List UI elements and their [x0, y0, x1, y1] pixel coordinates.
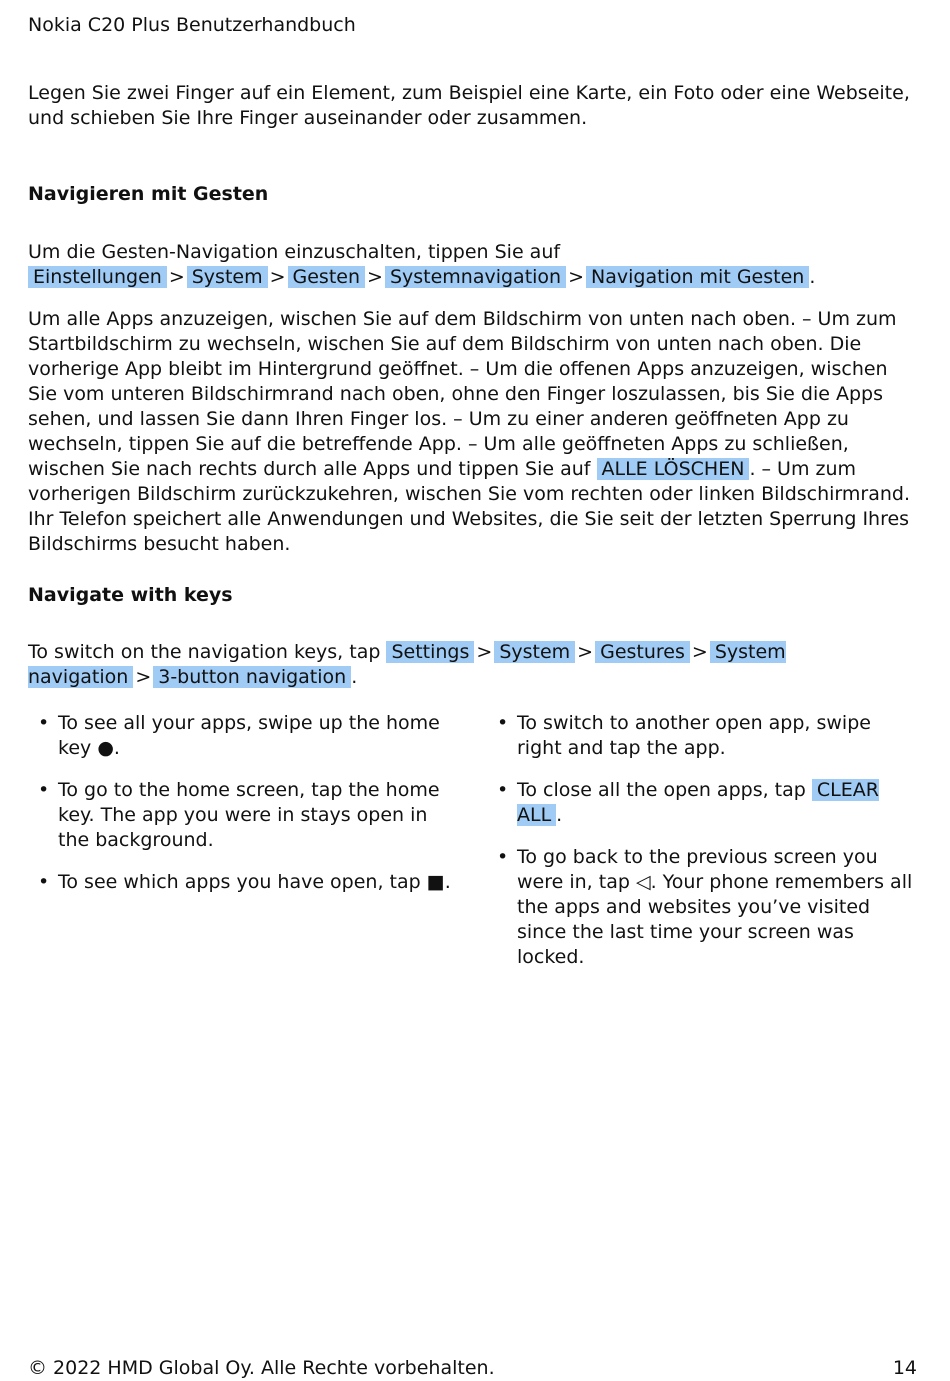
list-item-text: To see which apps you have open, tap: [58, 871, 427, 893]
back-key-icon: ◁: [635, 871, 651, 893]
path-item-einstellungen: Einstellungen: [28, 266, 167, 288]
path-item-system: System: [494, 641, 575, 663]
path-separator: >: [577, 641, 594, 663]
path-separator: >: [168, 266, 185, 288]
path-item-systemnavigation: Systemnavigation: [385, 266, 566, 288]
gestures-settings-path: [28, 240, 913, 290]
path-separator: >: [367, 266, 383, 288]
path-suffix: .: [809, 266, 816, 288]
footer-copyright: © 2022 HMD Global Oy. Alle Rechte vorbehalten.: [28, 1357, 495, 1379]
section-heading-gestures: Navigieren mit Gesten: [28, 183, 269, 205]
path-item-navigation-mit-gesten: Navigation mit Gesten: [586, 266, 809, 288]
list-item-end: .: [444, 871, 451, 893]
list-item-end: .: [556, 804, 563, 826]
page-number: 14: [892, 1357, 917, 1379]
path-prefix: Um die Gesten-Navigation einzuschalten, tippen Sie auf: [28, 241, 561, 263]
page-header-title: Nokia C20 Plus Benutzerhandbuch: [28, 14, 356, 36]
path-separator: >: [269, 266, 286, 288]
list-item-end: .: [113, 737, 120, 759]
list-item: [28, 778, 458, 853]
list-item-text: . Your phone remembers all the apps and websites you’ve visited since the last time your screen was locked.: [517, 871, 913, 968]
path-separator: >: [476, 641, 493, 663]
path-prefix: To switch on the navigation keys, tap: [28, 641, 387, 663]
home-key-icon: ●: [97, 737, 114, 759]
list-item: [487, 711, 917, 761]
path-separator: >: [135, 666, 152, 688]
list-item: [28, 711, 458, 761]
gestures-body-post: . – Um zum vorherigen Bildschirm zurückzukehren, wischen Sie vom rechten oder linken Bildschirmrand. Ihr Telefon speichert alle Anwendungen und Websites, die Sie seit der letzten Sperrung Ihres Bildschirms besucht haben.: [28, 458, 911, 555]
gestures-body-pre: Um alle Apps anzuzeigen, wischen Sie auf dem Bildschirm von unten nach oben. – Um zum Startbildschirm zu wechseln, wischen Sie auf dem Bildschirm von unten nach oben. Die vorherige App bleibt im Hintergrund geöffnet. – Um die offenen Apps anzuzeigen, wischen Sie vom unteren Bildschirmrand nach oben, ohne den Finger loszulassen, bis Sie die Apps sehen, und lassen Sie dann Ihren Finger los. – Um zu einer anderen geöffneten App zu wechseln, tippen Sie auf die betreffende App. – Um alle geöffneten Apps zu schließen, wischen Sie nach rechts durch alle Apps und tippen Sie auf: [28, 308, 897, 480]
list-item-text: To switch to another open app, swipe right and tap the app.: [517, 712, 871, 759]
keys-settings-path: [28, 640, 913, 690]
path-separator: >: [568, 266, 585, 288]
intro-paragraph: Legen Sie zwei Finger auf ein Element, zum Beispiel eine Karte, ein Foto oder eine Webseite, und schieben Sie Ihre Finger auseinander oder zusammen.: [28, 82, 910, 129]
list-item-text: To see all your apps, swipe up the home key: [58, 712, 440, 759]
list-item: [487, 778, 917, 828]
path-suffix: .: [351, 666, 358, 688]
list-item: [28, 870, 458, 895]
list-item-text: To go to the home screen, tap the home key. The app you were in stays open in the background.: [58, 779, 440, 851]
keys-list-left: [28, 711, 458, 912]
path-item-gestures: Gestures: [595, 641, 690, 663]
recents-key-icon: ■: [426, 871, 445, 893]
path-item-system: System: [187, 266, 268, 288]
list-item: [487, 845, 917, 970]
keys-list-right: [487, 711, 917, 987]
path-item-3-button-navigation: 3-button navigation: [153, 666, 351, 688]
list-item-text: To close all the open apps, tap: [517, 779, 812, 801]
path-item-settings: Settings: [386, 641, 474, 663]
path-item-gesten: Gesten: [288, 266, 366, 288]
alle-loeschen-label: ALLE LÖSCHEN: [597, 458, 750, 480]
gestures-body-paragraph: [28, 307, 913, 557]
path-separator: >: [691, 641, 708, 663]
section-heading-keys: Navigate with keys: [28, 584, 233, 606]
list-item-text: To go back to the previous screen you were in, tap: [517, 846, 878, 893]
path-item-system-navigation: System navigation: [28, 641, 786, 688]
clear-all-label: CLEAR ALL: [517, 779, 879, 826]
